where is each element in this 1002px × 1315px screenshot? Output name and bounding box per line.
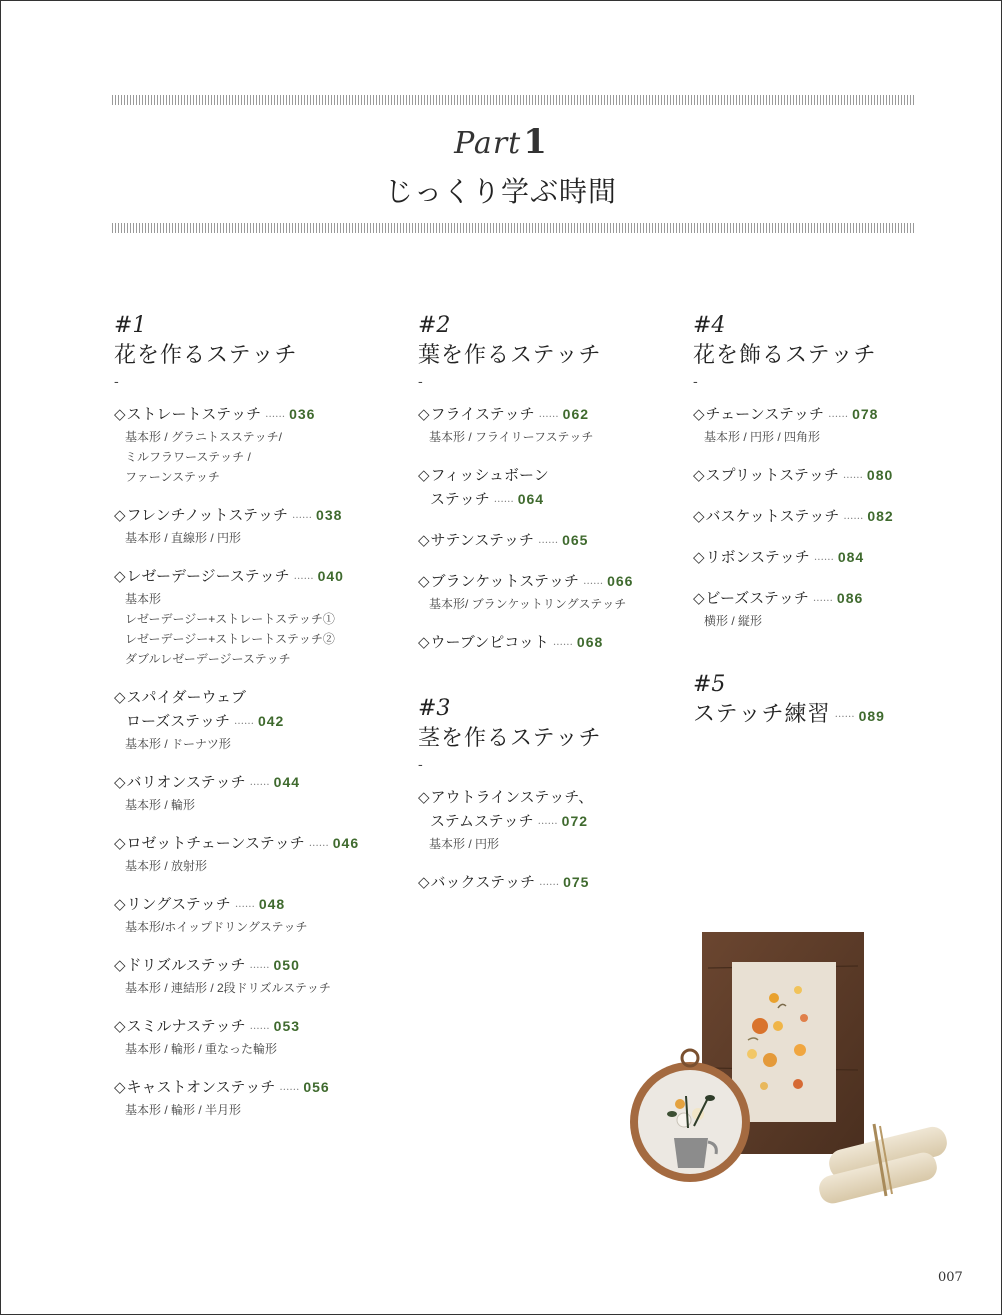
stitch-name: リングステッチ	[126, 895, 231, 913]
section-title: 茎を作るステッチ	[418, 726, 602, 751]
section-dash: -	[418, 374, 423, 390]
toc-entry[interactable]	[114, 892, 384, 917]
section-number: #3	[418, 696, 451, 721]
leader-dots: ……	[539, 877, 560, 888]
section-title: 葉を作るステッチ	[418, 343, 602, 368]
variation-text: 基本形 / 放射形	[125, 859, 208, 873]
variation-text: 基本形	[125, 592, 162, 606]
diamond-bullet-icon: ◇	[418, 405, 430, 423]
stitch-name: ドリズルステッチ	[126, 956, 246, 974]
page-number: 053	[273, 1018, 301, 1034]
leader-dots: ……	[308, 838, 329, 849]
stitch-name: ロゼットチェーンステッチ	[126, 834, 305, 852]
toc-entry[interactable]	[114, 402, 384, 427]
stitch-name: サテンステッチ	[430, 531, 535, 549]
page-number: 086	[836, 590, 864, 606]
diamond-bullet-icon: ◇	[114, 688, 126, 706]
diamond-bullet-icon: ◇	[418, 531, 430, 549]
toc-entry[interactable]	[114, 685, 384, 709]
page-number: 082	[867, 508, 894, 524]
section-number: #1	[114, 313, 147, 338]
section-number: #4	[693, 313, 726, 338]
stitch-name: スプリットステッチ	[705, 466, 839, 484]
page-number: 048	[258, 896, 286, 912]
leader-dots: ……	[233, 716, 254, 727]
diamond-bullet-icon: ◇	[114, 895, 126, 913]
toc-item	[418, 785, 678, 854]
variation-text: 基本形 / 輪形 / 半月形	[125, 1103, 242, 1117]
stitch-name: バリオンステッチ	[126, 773, 246, 791]
toc-entry[interactable]	[693, 504, 953, 529]
toc-item	[418, 569, 678, 614]
section-title: 花を飾るステッチ	[693, 343, 877, 368]
stitch-name: ウーブンピコット	[430, 633, 549, 651]
embroidery-photo	[628, 928, 958, 1208]
toc-entry[interactable]	[418, 528, 678, 553]
linen-panel	[732, 962, 836, 1122]
toc-entry-continued[interactable]	[114, 709, 384, 734]
variation-text: 基本形 / 円形	[429, 837, 500, 851]
stitch-name: バスケットステッチ	[705, 507, 840, 525]
page-number: 065	[562, 532, 589, 548]
part-title: じっくり学ぶ時間	[384, 175, 617, 208]
leader-dots: ……	[583, 576, 604, 587]
toc-list	[418, 785, 678, 895]
variation-text: 基本形/ ブランケットリングステッチ	[429, 597, 627, 611]
diamond-bullet-icon: ◇	[693, 589, 705, 607]
page-number: 056	[303, 1079, 330, 1095]
leader-dots: ……	[538, 409, 559, 420]
diamond-bullet-icon: ◇	[693, 507, 705, 525]
page-number: 044	[273, 774, 301, 790]
toc-column-3	[693, 312, 953, 731]
toc-entry[interactable]	[114, 1075, 384, 1100]
toc-entry[interactable]	[418, 463, 678, 487]
variation-text: 横形 / 縦形	[704, 614, 763, 628]
section-title-entry[interactable]	[693, 699, 953, 731]
section-title: ステッチ練習	[693, 702, 831, 727]
leader-dots: ……	[249, 960, 270, 971]
header-rule-bottom	[112, 223, 914, 233]
diamond-bullet-icon: ◇	[693, 548, 705, 566]
page-number: 075	[563, 874, 590, 890]
page-number: 036	[289, 406, 316, 422]
section-dash: -	[418, 757, 423, 773]
stitch-name-line2: ローズステッチ	[126, 712, 230, 730]
stitch-name: リボンステッチ	[705, 548, 810, 566]
stitch-name: ブランケットステッチ	[430, 572, 580, 590]
toc-list	[418, 402, 678, 655]
stitch-name: フライステッチ	[430, 405, 535, 423]
stitch-name: レゼーデージーステッチ	[126, 567, 290, 585]
header-rule-top	[112, 95, 914, 105]
toc-item	[114, 770, 384, 815]
page-number: 089	[858, 708, 885, 724]
toc-item	[114, 564, 384, 669]
diamond-bullet-icon: ◇	[114, 506, 126, 524]
toc-entry[interactable]	[693, 463, 953, 488]
toc-item	[114, 685, 384, 754]
stitch-name-line2: ステムステッチ	[430, 812, 534, 830]
diamond-bullet-icon: ◇	[114, 773, 126, 791]
page-number: 084	[837, 549, 865, 565]
leader-dots: ……	[292, 510, 313, 521]
toc-item	[418, 630, 678, 655]
part-word: Part	[454, 126, 522, 161]
section-dash: -	[693, 374, 698, 390]
toc-item	[693, 586, 953, 631]
toc-entry[interactable]	[114, 564, 384, 589]
toc-list	[693, 402, 953, 631]
toc-item	[693, 504, 953, 529]
toc-entry[interactable]	[693, 402, 953, 427]
toc-item	[693, 545, 953, 570]
variation-text: 基本形 / フライリーフステッチ	[429, 430, 594, 444]
leader-dots: ……	[813, 552, 834, 563]
diamond-bullet-icon: ◇	[693, 405, 705, 423]
toc-entry[interactable]	[114, 1014, 384, 1039]
variation-text: 基本形/ホイップドリングステッチ	[125, 920, 308, 934]
stitch-name: バックステッチ	[430, 873, 536, 891]
diamond-bullet-icon: ◇	[418, 466, 430, 484]
page-number: 068	[576, 634, 604, 650]
toc-entry[interactable]	[114, 503, 384, 528]
toc-entry[interactable]	[114, 770, 384, 795]
diamond-bullet-icon: ◇	[114, 1078, 126, 1096]
variation-text: ミルフラワーステッチ /	[125, 450, 251, 464]
diamond-bullet-icon: ◇	[114, 405, 126, 423]
page-number: 038	[316, 507, 343, 523]
page-number: 064	[517, 491, 545, 507]
section-3	[418, 695, 678, 895]
diamond-bullet-icon: ◇	[114, 834, 126, 852]
variation-text: 基本形 / ドーナツ形	[125, 737, 231, 751]
toc-item	[114, 1014, 384, 1059]
leader-dots: ……	[552, 637, 573, 648]
stitch-name: ビーズステッチ	[705, 589, 809, 607]
leader-dots: ……	[234, 899, 255, 910]
variation-text: レゼーデージー+ストレートステッチ②	[125, 632, 335, 646]
variation-text: 基本形 / グラニトスステッチ/	[125, 430, 282, 444]
part-label	[0, 122, 1002, 162]
variation-text: レゼーデージー+ストレートステッチ①	[125, 612, 335, 626]
stitch-name: フレンチノットステッチ	[126, 506, 289, 524]
stitch-name: スミルナステッチ	[126, 1017, 246, 1035]
page-number: 080	[866, 467, 894, 483]
toc-entry-continued[interactable]	[418, 487, 678, 512]
toc-entry[interactable]	[693, 545, 953, 570]
stitch-name: フィッシュボーン	[430, 466, 549, 484]
leader-dots: ……	[279, 1082, 300, 1093]
leader-dots: ……	[537, 816, 558, 827]
variation-text: ダブルレゼーデージーステッチ	[125, 652, 291, 666]
toc-entry[interactable]	[418, 402, 678, 427]
toc-column-1	[114, 312, 384, 1136]
leader-dots: ……	[842, 470, 863, 481]
page-number: 062	[562, 406, 590, 422]
toc-item	[114, 892, 384, 937]
page-number: 050	[273, 957, 300, 973]
diamond-bullet-icon: ◇	[418, 633, 430, 651]
toc-entry[interactable]	[114, 953, 384, 978]
leader-dots: ……	[812, 593, 833, 604]
toc-item	[418, 528, 678, 553]
leader-dots: ……	[843, 511, 864, 522]
section-number: #2	[418, 313, 451, 338]
section-dash: -	[114, 374, 119, 390]
toc-entry[interactable]	[418, 870, 678, 895]
leader-dots: ……	[249, 777, 270, 788]
stitch-name: ストレートステッチ	[126, 405, 262, 423]
diamond-bullet-icon: ◇	[114, 567, 126, 585]
page-number: 072	[561, 813, 589, 829]
variation-text: 基本形 / 輪形 / 重なった輪形	[125, 1042, 278, 1056]
toc-item	[418, 870, 678, 895]
page-number: 066	[607, 573, 634, 589]
toc-entry-continued[interactable]	[418, 809, 678, 834]
leader-dots: ……	[265, 409, 286, 420]
toc-item	[114, 402, 384, 487]
toc-item	[114, 953, 384, 998]
leader-dots: ……	[834, 709, 855, 720]
toc-list	[114, 402, 384, 1120]
stitch-name: スパイダーウェブ	[126, 688, 246, 706]
page-number: 040	[317, 568, 344, 584]
page-number: 042	[257, 713, 285, 729]
variation-text: 基本形 / 輪形	[125, 798, 196, 812]
stitch-name: キャストオンステッチ	[126, 1078, 276, 1096]
toc-item	[693, 463, 953, 488]
stitch-name: チェーンステッチ	[705, 405, 825, 423]
folio-page-number: 007	[938, 1270, 963, 1285]
stitch-name-line2: ステッチ	[430, 490, 490, 508]
diamond-bullet-icon: ◇	[693, 466, 705, 484]
leader-dots: ……	[538, 535, 559, 546]
toc-item	[114, 831, 384, 876]
section-number: #5	[693, 672, 726, 697]
toc-item	[114, 503, 384, 548]
variation-text: 基本形 / 直線形 / 円形	[125, 531, 242, 545]
toc-entry[interactable]	[418, 569, 678, 594]
toc-entry[interactable]	[114, 831, 384, 856]
leader-dots: ……	[293, 571, 314, 582]
toc-item	[418, 463, 678, 512]
toc-entry[interactable]	[693, 586, 953, 611]
leader-dots: ……	[828, 409, 849, 420]
toc-entry[interactable]	[418, 630, 678, 655]
diamond-bullet-icon: ◇	[114, 1017, 126, 1035]
toc-column-2	[418, 312, 678, 911]
toc-entry[interactable]	[418, 785, 678, 809]
diamond-bullet-icon: ◇	[114, 956, 126, 974]
diamond-bullet-icon: ◇	[418, 572, 430, 590]
page-number: 046	[332, 835, 360, 851]
variation-text: 基本形 / 円形 / 四角形	[704, 430, 821, 444]
variation-text: 基本形 / 連結形 / 2段ドリズルステッチ	[125, 981, 331, 995]
diamond-bullet-icon: ◇	[418, 873, 430, 891]
diamond-bullet-icon: ◇	[418, 788, 430, 806]
variation-text: ファーンステッチ	[125, 470, 220, 484]
page-number: 078	[852, 406, 879, 422]
toc-item	[693, 402, 953, 447]
leader-dots: ……	[249, 1021, 270, 1032]
stitch-name: アウトラインステッチ、	[430, 788, 594, 806]
toc-item	[418, 402, 678, 447]
leader-dots: ……	[493, 494, 514, 505]
part-number: 1	[523, 122, 548, 162]
section-5	[693, 671, 953, 731]
section-title: 花を作るステッチ	[114, 343, 298, 368]
toc-item	[114, 1075, 384, 1120]
